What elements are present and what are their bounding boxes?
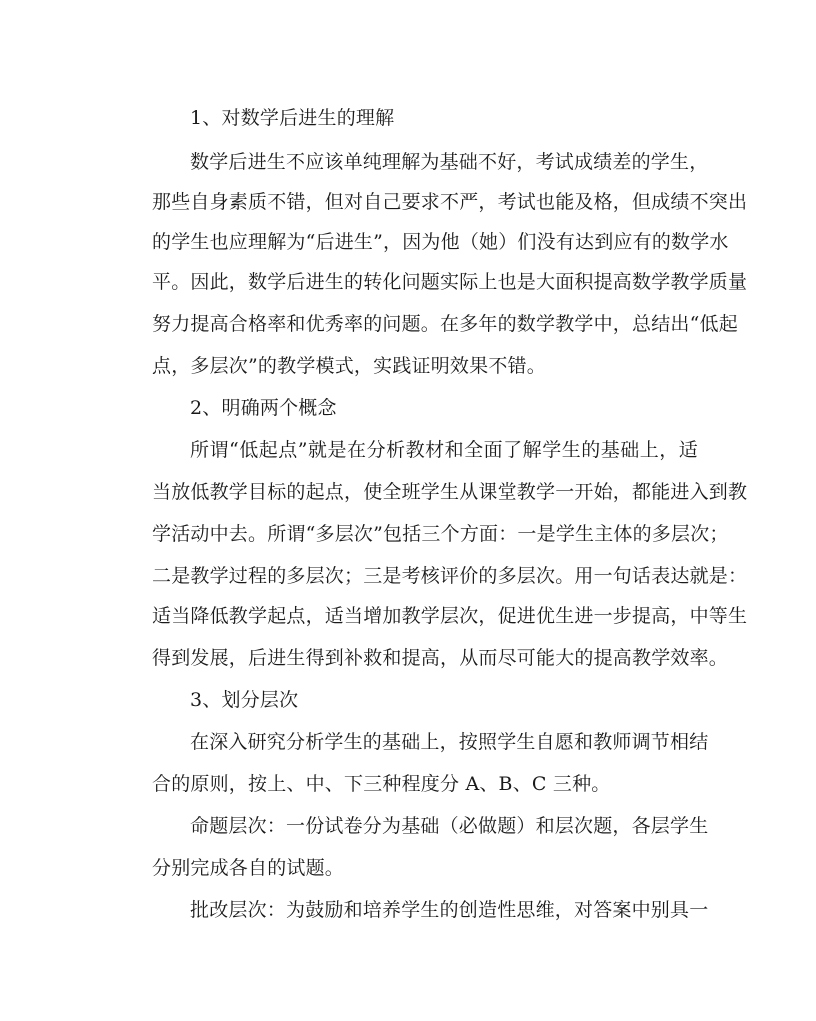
paragraph-line: 所谓“低起点”就是在分析教材和全面了解学生的基础上，适 [190, 439, 698, 461]
paragraph-line: 批改层次：为鼓励和培养学生的创造性思维，对答案中别具一 [190, 899, 709, 921]
paragraph-line: 那些自身素质不错，但对自己要求不严，考试也能及格，但成绩不突出 [152, 191, 748, 213]
paragraph-line: 在深入研究分析学生的基础上，按照学生自愿和教师调节相结 [190, 731, 709, 753]
paragraph-line: 当放低教学目标的起点，使全班学生从课堂教学一开始，都能进入到教 [152, 481, 748, 503]
paragraph-line: 点，多层次”的教学模式，实践证明效果不错。 [152, 355, 546, 377]
section-heading-2: 2、明确两个概念 [190, 397, 337, 419]
paragraph-line: 得到发展，后进生得到补救和提高，从而尽可能大的提高教学效率。 [152, 647, 729, 669]
paragraph-line: 命题层次：一份试卷分为基础（必做题）和层次题，各层学生 [190, 815, 709, 837]
paragraph-line: 分别完成各自的试题。 [152, 857, 345, 879]
paragraph-line: 合的原则，按上、中、下三种程度分 A、B、C 三种。 [152, 773, 611, 795]
paragraph-line: 努力提高合格率和优秀率的问题。在多年的数学教学中，总结出“低起 [152, 313, 738, 335]
paragraph-line: 平。因此，数学后进生的转化问题实际上也是大面积提高数学教学质量 [152, 271, 748, 293]
paragraph-line: 数学后进生不应该单纯理解为基础不好，考试成绩差的学生， [190, 151, 709, 173]
paragraph-line: 的学生也应理解为“后进生”，因为他（她）们没有达到应有的数学水 [152, 231, 729, 253]
paragraph-line: 学活动中去。所谓“多层次”包括三个方面：一是学生主体的多层次； [152, 523, 729, 545]
paragraph-line: 二是教学过程的多层次；三是考核评价的多层次。用一句话表达就是： [152, 565, 748, 587]
section-heading-1: 1、对数学后进生的理解 [190, 107, 395, 129]
section-heading-3: 3、划分层次 [190, 689, 299, 711]
paragraph-line: 适当降低教学起点，适当增加教学层次，促进优生进一步提高，中等生 [152, 605, 748, 627]
